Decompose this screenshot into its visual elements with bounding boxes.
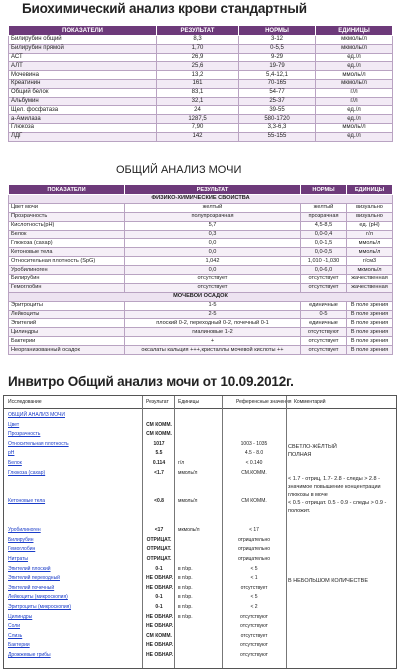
biochem-cell: Щел. фосфатаза bbox=[9, 106, 157, 115]
biochem-row bbox=[9, 123, 393, 132]
urine-cell: желтый bbox=[125, 203, 301, 212]
urine-section-title: МОЧЕВОЙ ОСАДОК bbox=[9, 292, 393, 301]
urine-row bbox=[9, 266, 393, 275]
invitro-test-link[interactable]: Цилиндры bbox=[8, 613, 33, 620]
urine-cell: гиалиновые 1-2 bbox=[125, 328, 301, 337]
urine-cell: В поле зрения bbox=[347, 328, 393, 337]
biochem-cell: ед./л bbox=[316, 115, 393, 124]
invitro-cell: в п/зр. bbox=[178, 584, 193, 591]
biochem-cell: Глюкоза bbox=[9, 123, 157, 132]
comment-clarity: ПОЛНАЯ bbox=[288, 452, 312, 458]
biochem-cell: ед./л bbox=[316, 132, 393, 141]
biochem-cell: АСТ bbox=[9, 53, 157, 62]
invitro-test-link[interactable]: Белок bbox=[8, 460, 22, 466]
biochem-cell: 70-165 bbox=[239, 79, 316, 88]
urine-cell: визуально bbox=[347, 212, 393, 221]
invitro-test-link[interactable]: Эпителий переходный bbox=[8, 575, 60, 582]
invitro-test-link[interactable]: Нитраты bbox=[8, 556, 29, 562]
invitro-cell: НЕ ОБНАР. bbox=[146, 642, 174, 649]
biochem-cell: 161 bbox=[157, 79, 239, 88]
urine-cell: В поле зрения bbox=[347, 301, 393, 310]
invitro-cell: 0.114 bbox=[152, 460, 166, 466]
invitro-cell: ммоль/л bbox=[178, 469, 198, 476]
urine-row bbox=[9, 239, 393, 248]
comment-ketone: < 0.5 - отрицат. 0.5 - 0.9 - следы > 0.9 - положит. bbox=[288, 500, 387, 514]
invitro-test-link[interactable]: Кетоновые тела bbox=[8, 498, 46, 505]
comment-mucus: В НЕБОЛЬШОМ КОЛИЧЕСТВЕ bbox=[288, 578, 368, 584]
invitro-cell: СМ КОММ. bbox=[146, 431, 172, 438]
invitro-test-link[interactable]: Бактерии bbox=[8, 642, 30, 649]
invitro-row bbox=[4, 613, 396, 621]
urine-row bbox=[9, 319, 393, 328]
biochem-cell: мкмоль/л bbox=[316, 79, 393, 88]
invitro-cell: ОТРИЦАТ. bbox=[146, 546, 172, 553]
invitro-test-link[interactable]: Эритроциты (микроскопия) bbox=[8, 604, 71, 610]
invitro-test-link[interactable]: Эпителий плоский bbox=[8, 565, 51, 572]
urine-cell: отсутствует bbox=[125, 283, 301, 292]
biochem-cell: АЛТ bbox=[9, 62, 157, 71]
urine-cell: желтый bbox=[301, 203, 347, 212]
invitro-cell: < 5 bbox=[250, 594, 258, 601]
urine-cell: единичные bbox=[301, 301, 347, 310]
invitro-cell: отсутствует bbox=[240, 632, 268, 639]
invitro-cell: СМ КОММ. bbox=[241, 498, 267, 505]
biochem-cell: 19-79 bbox=[239, 62, 316, 71]
biochem-cell: 1,70 bbox=[157, 44, 239, 53]
invitro-test-link[interactable]: ОБЩИЙ АНАЛИЗ МОЧИ bbox=[8, 412, 65, 418]
comment-glucose: < 1.7 - отриц, 1.7- 2.8 - следы > 2.8 - значимое повышение концентрации глюкозы в моче bbox=[288, 476, 381, 498]
invitro-cell: г/л bbox=[178, 460, 185, 466]
invitro-header-cell: Комментарий bbox=[294, 399, 326, 405]
invitro-cell: отсутствуют bbox=[240, 623, 268, 630]
urine-cell: 0,3 bbox=[125, 230, 301, 239]
urine-cell: 1,042 bbox=[125, 257, 301, 266]
urine-cell: Белок bbox=[9, 230, 125, 239]
invitro-test-link[interactable]: Относительная плотность bbox=[8, 440, 69, 447]
urine-row bbox=[9, 212, 393, 221]
invitro-cell: в п/зр. bbox=[178, 604, 193, 610]
biochem-title: Биохимический анализ крови стандартный bbox=[22, 1, 307, 16]
urine-row bbox=[9, 230, 393, 239]
biochem-row bbox=[9, 97, 393, 106]
invitro-cell: в п/зр. bbox=[178, 575, 193, 582]
urine-cell: 0,0 bbox=[125, 239, 301, 248]
biochem-cell: ммоль/л bbox=[316, 71, 393, 80]
urine-analysis-title: ОБЩИЙ АНАЛИЗ МОЧИ bbox=[116, 164, 242, 176]
biochem-cell: 580-1720 bbox=[239, 115, 316, 124]
invitro-title: Инвитро Общий анализ мочи от 10.09.2012г. bbox=[8, 374, 294, 389]
urine-section-row bbox=[9, 195, 393, 204]
biochem-cell: 32,1 bbox=[157, 97, 239, 106]
urine-cell: Билирубин bbox=[9, 275, 125, 284]
biochem-cell: 0-5,5 bbox=[239, 44, 316, 53]
urine-row bbox=[9, 221, 393, 230]
invitro-cell: СМ.КОММ. bbox=[241, 469, 267, 476]
urine-row bbox=[9, 310, 393, 319]
urine-cell: прозрачная bbox=[301, 212, 347, 221]
biochem-cell: г/л bbox=[316, 97, 393, 106]
invitro-cell: 1003 - 1035 bbox=[240, 440, 268, 447]
urine-cell: г/л bbox=[347, 230, 393, 239]
urine-cell: 0,0 bbox=[125, 266, 301, 275]
biochem-cell: Общий белок bbox=[9, 88, 157, 97]
biochem-cell: 54-77 bbox=[239, 88, 316, 97]
urine-cell: плоский 0-2, переходный 0-2, почечный 0-1 bbox=[125, 319, 301, 328]
biochem-cell: мкмоль/л bbox=[316, 36, 393, 45]
urine-row bbox=[9, 283, 393, 292]
urine-cell: отсутствует bbox=[301, 346, 347, 355]
urine-cell: 4,5-8,5 bbox=[301, 221, 347, 230]
urine-cell: Эритроциты bbox=[9, 301, 125, 310]
invitro-cell: < 17 bbox=[249, 527, 259, 534]
urine-cell: ммоль/л bbox=[347, 239, 393, 248]
biochem-cell: ед./л bbox=[316, 106, 393, 115]
biochem-cell: 8,3 bbox=[157, 36, 239, 45]
urine-cell: Кислотность(рН) bbox=[9, 221, 125, 230]
biochem-header-cell: ПОКАЗАТЕЛИ bbox=[9, 26, 157, 36]
urine-cell: Неорганизованный осадок bbox=[9, 346, 125, 355]
urine-cell: Цилиндры bbox=[9, 328, 125, 337]
biochem-row bbox=[9, 71, 393, 80]
biochem-row bbox=[9, 79, 393, 88]
invitro-cell: ммоль/л bbox=[178, 498, 198, 505]
urine-cell: 0-5 bbox=[301, 310, 347, 319]
urine-header-cell: ЕДИНИЦЫ bbox=[347, 185, 393, 195]
biochem-cell: a-Амилаза bbox=[9, 115, 157, 124]
invitro-header-cell: Исследование bbox=[8, 399, 42, 405]
invitro-row bbox=[4, 603, 396, 611]
biochem-cell: 25,6 bbox=[157, 62, 239, 71]
biochem-cell: 83,1 bbox=[157, 88, 239, 97]
urine-cell: Лейкоциты bbox=[9, 310, 125, 319]
urine-cell: отсутствует bbox=[125, 275, 301, 284]
invitro-row bbox=[4, 632, 396, 640]
biochem-cell: Билирубин прямой bbox=[9, 44, 157, 53]
invitro-header-cell: Референсные значения bbox=[236, 399, 292, 405]
biochem-cell: 13,2 bbox=[157, 71, 239, 80]
urine-row bbox=[9, 337, 393, 346]
urine-cell: В поле зрения bbox=[347, 319, 393, 328]
biochem-cell: 5,4-12,1 bbox=[239, 71, 316, 80]
biochem-cell: 9-29 bbox=[239, 53, 316, 62]
urine-cell: отсутствует bbox=[301, 275, 347, 284]
biochem-cell: 142 bbox=[157, 132, 239, 141]
biochem-cell: Билирубин общий bbox=[9, 36, 157, 45]
comment-color: СВЕТЛО-ЖЁЛТЫЙ bbox=[288, 444, 337, 450]
invitro-cell: мкмоль/л bbox=[178, 527, 200, 534]
biochem-row bbox=[9, 115, 393, 124]
biochem-row bbox=[9, 132, 393, 141]
biochem-cell: г/л bbox=[316, 88, 393, 97]
invitro-test-link[interactable]: Глюкоза (сахар) bbox=[8, 469, 46, 476]
biochem-cell: ед./л bbox=[316, 53, 393, 62]
urine-cell: Бактерии bbox=[9, 337, 125, 346]
invitro-test-link[interactable]: Слизь bbox=[8, 632, 23, 639]
invitro-test-link[interactable]: Лейкоциты (микроскопия) bbox=[8, 594, 68, 601]
invitro-cell: 1017 bbox=[153, 440, 165, 447]
invitro-cell: отрицательно bbox=[238, 546, 270, 553]
invitro-cell: НЕ ОБНАР. bbox=[146, 652, 174, 658]
urine-cell: 0,0-1,5 bbox=[301, 239, 347, 248]
biochem-cell: 26,9 bbox=[157, 53, 239, 62]
urine-row bbox=[9, 328, 393, 337]
invitro-test-link[interactable]: Эпителий почечный bbox=[8, 584, 55, 591]
invitro-cell: в п/зр. bbox=[178, 613, 193, 620]
biochem-cell: Альбумин bbox=[9, 97, 157, 106]
urine-cell: ед. (рН) bbox=[347, 221, 393, 230]
biochem-cell: Мочевина bbox=[9, 71, 157, 80]
biochem-cell: 25-37 bbox=[239, 97, 316, 106]
invitro-cell: ОТРИЦАТ. bbox=[146, 536, 172, 543]
urine-cell: отсутствует bbox=[301, 283, 347, 292]
invitro-test-link[interactable]: Прозрачность bbox=[8, 431, 41, 438]
biochem-cell: 7,90 bbox=[157, 123, 239, 132]
invitro-cell: <1.7 bbox=[154, 469, 164, 476]
invitro-cell: 0-1 bbox=[155, 565, 163, 572]
urine-cell: визуально bbox=[347, 203, 393, 212]
invitro-cell: в п/зр. bbox=[178, 565, 193, 572]
biochem-table bbox=[8, 25, 393, 142]
invitro-row bbox=[4, 430, 396, 438]
invitro-row bbox=[4, 421, 396, 429]
urine-section-title: ФИЗИКО-ХИМИЧЕСКИЕ СВОЙСТВА bbox=[9, 195, 393, 204]
urine-row bbox=[9, 248, 393, 257]
invitro-cell: СМ КОММ. bbox=[146, 632, 172, 639]
biochem-row bbox=[9, 36, 393, 45]
invitro-header-cell: Результат bbox=[146, 399, 169, 405]
urine-cell: Эпителий bbox=[9, 319, 125, 328]
invitro-test-link[interactable]: Билирубин bbox=[8, 536, 34, 543]
invitro-cell: < 5 bbox=[250, 565, 258, 572]
urine-header-cell: НОРМЫ bbox=[301, 185, 347, 195]
invitro-cell: ОТРИЦАТ. bbox=[146, 556, 172, 562]
urine-cell: г/см3 bbox=[347, 257, 393, 266]
invitro-header-cell: Единицы bbox=[178, 399, 200, 405]
biochem-header-cell: ЕДИНИЦЫ bbox=[316, 26, 393, 36]
biochem-cell: ЛДГ bbox=[9, 132, 157, 141]
invitro-row bbox=[4, 411, 396, 419]
invitro-cell: 0-1 bbox=[155, 604, 163, 610]
invitro-row bbox=[4, 641, 396, 649]
biochem-cell: Креатинин bbox=[9, 79, 157, 88]
urine-cell: Относительная плотность (SpG) bbox=[9, 257, 125, 266]
invitro-cell: НЕ ОБНАР. bbox=[146, 623, 174, 630]
invitro-test-link[interactable]: Дрожжевые грибы bbox=[8, 652, 51, 658]
invitro-cell: <0.8 bbox=[154, 498, 164, 505]
biochem-cell: ед./л bbox=[316, 62, 393, 71]
biochem-header-cell: НОРМЫ bbox=[239, 26, 316, 36]
invitro-cell: 4.5 - 8.0 bbox=[244, 450, 264, 457]
invitro-cell: 0-1 bbox=[155, 594, 163, 601]
invitro-cell: в п/зр. bbox=[178, 594, 193, 601]
urine-cell: 5,7 bbox=[125, 221, 301, 230]
invitro-cell: НЕ ОБНАР. bbox=[146, 584, 174, 591]
urine-cell: Прозрачность bbox=[9, 212, 125, 221]
biochem-row bbox=[9, 53, 393, 62]
invitro-test-link[interactable]: Цвет bbox=[8, 421, 20, 428]
urine-cell: В поле зрения bbox=[347, 337, 393, 346]
invitro-row bbox=[4, 651, 396, 659]
biochem-cell: 39-55 bbox=[239, 106, 316, 115]
urine-cell: В поле зрения bbox=[347, 310, 393, 319]
urine-row bbox=[9, 257, 393, 266]
urine-cell: Кетоновые тела bbox=[9, 248, 125, 257]
urine-cell: В поле зрения bbox=[347, 346, 393, 355]
biochem-row bbox=[9, 106, 393, 115]
invitro-cell: отсутствуют bbox=[240, 652, 268, 658]
invitro-test-link[interactable]: Соли bbox=[8, 623, 20, 630]
invitro-cell: отсутствуют bbox=[240, 613, 268, 620]
biochem-cell: 3,3-6,3 bbox=[239, 123, 316, 132]
urine-cell: 0,0 bbox=[125, 248, 301, 257]
biochem-cell: мкмоль/л bbox=[316, 44, 393, 53]
urine-cell: Цвет мочи bbox=[9, 203, 125, 212]
urine-section-row bbox=[9, 292, 393, 301]
invitro-comments bbox=[288, 443, 392, 585]
urine-row bbox=[9, 346, 393, 355]
urine-cell: ммоль/л bbox=[347, 248, 393, 257]
invitro-report-header bbox=[4, 396, 396, 409]
invitro-cell: НЕ ОБНАР. bbox=[146, 613, 174, 620]
biochem-cell: 24 bbox=[157, 106, 239, 115]
urine-cell: оксалаты кальция +++,кристаллы мочевой кислоты ++ bbox=[125, 346, 301, 355]
invitro-cell: < 1 bbox=[250, 575, 258, 582]
biochem-row bbox=[9, 88, 393, 97]
invitro-cell: <17 bbox=[154, 527, 164, 534]
invitro-cell: СМ КОММ. bbox=[146, 421, 172, 428]
biochem-header-cell: РЕЗУЛЬТАТ bbox=[157, 26, 239, 36]
urine-cell: единичные bbox=[301, 319, 347, 328]
invitro-row bbox=[4, 622, 396, 630]
invitro-cell: < 0.140 bbox=[245, 460, 263, 466]
urine-cell: 2-5 bbox=[125, 310, 301, 319]
biochem-cell: 1287,5 bbox=[157, 115, 239, 124]
invitro-cell: отрицательно bbox=[238, 536, 270, 543]
urine-cell: жачественная bbox=[347, 275, 393, 284]
biochem-cell: 3-12 bbox=[239, 36, 316, 45]
invitro-test-link[interactable]: Гемоглобин bbox=[8, 546, 36, 553]
biochem-row bbox=[9, 62, 393, 71]
invitro-test-link[interactable]: Уробилиноген bbox=[8, 527, 41, 534]
urine-cell: жачественная bbox=[347, 283, 393, 292]
urine-cell: отсутствуют bbox=[301, 328, 347, 337]
urine-cell: + bbox=[125, 337, 301, 346]
urine-cell: 1-5 bbox=[125, 301, 301, 310]
invitro-cell: НЕ ОБНАР. bbox=[146, 575, 174, 582]
urine-cell: Гемоглобин bbox=[9, 283, 125, 292]
biochem-cell: ммоль/л bbox=[316, 123, 393, 132]
invitro-cell: 5.5 bbox=[155, 450, 163, 457]
invitro-cell: отсутствует bbox=[240, 584, 268, 591]
urine-cell: 0,0-0,4 bbox=[301, 230, 347, 239]
biochem-cell: 55-155 bbox=[239, 132, 316, 141]
invitro-cell: отрицательно bbox=[238, 556, 270, 562]
biochem-row bbox=[9, 44, 393, 53]
urine-cell: мкмоль/л bbox=[347, 266, 393, 275]
urine-header-cell: РЕЗУЛЬТАТ bbox=[125, 185, 301, 195]
invitro-cell: < 2 bbox=[250, 604, 258, 610]
urine-cell: Глюкоза (сахар) bbox=[9, 239, 125, 248]
urine-header-cell: ПОКАЗАТЕЛИ bbox=[9, 185, 125, 195]
invitro-cell: отсутствуют bbox=[240, 642, 268, 649]
urine-cell: 0,0-0,5 bbox=[301, 248, 347, 257]
urine-analysis-table bbox=[8, 184, 393, 355]
urine-row bbox=[9, 203, 393, 212]
urine-cell: 0,0-6,0 bbox=[301, 266, 347, 275]
invitro-row bbox=[4, 593, 396, 601]
urine-cell: отсутствует bbox=[301, 337, 347, 346]
urine-cell: полупрозрачная bbox=[125, 212, 301, 221]
invitro-test-link[interactable]: pH bbox=[8, 450, 15, 457]
urine-row bbox=[9, 275, 393, 284]
urine-row bbox=[9, 301, 393, 310]
urine-cell: Уробилиноген bbox=[9, 266, 125, 275]
urine-cell: 1,010 -1,030 bbox=[301, 257, 347, 266]
